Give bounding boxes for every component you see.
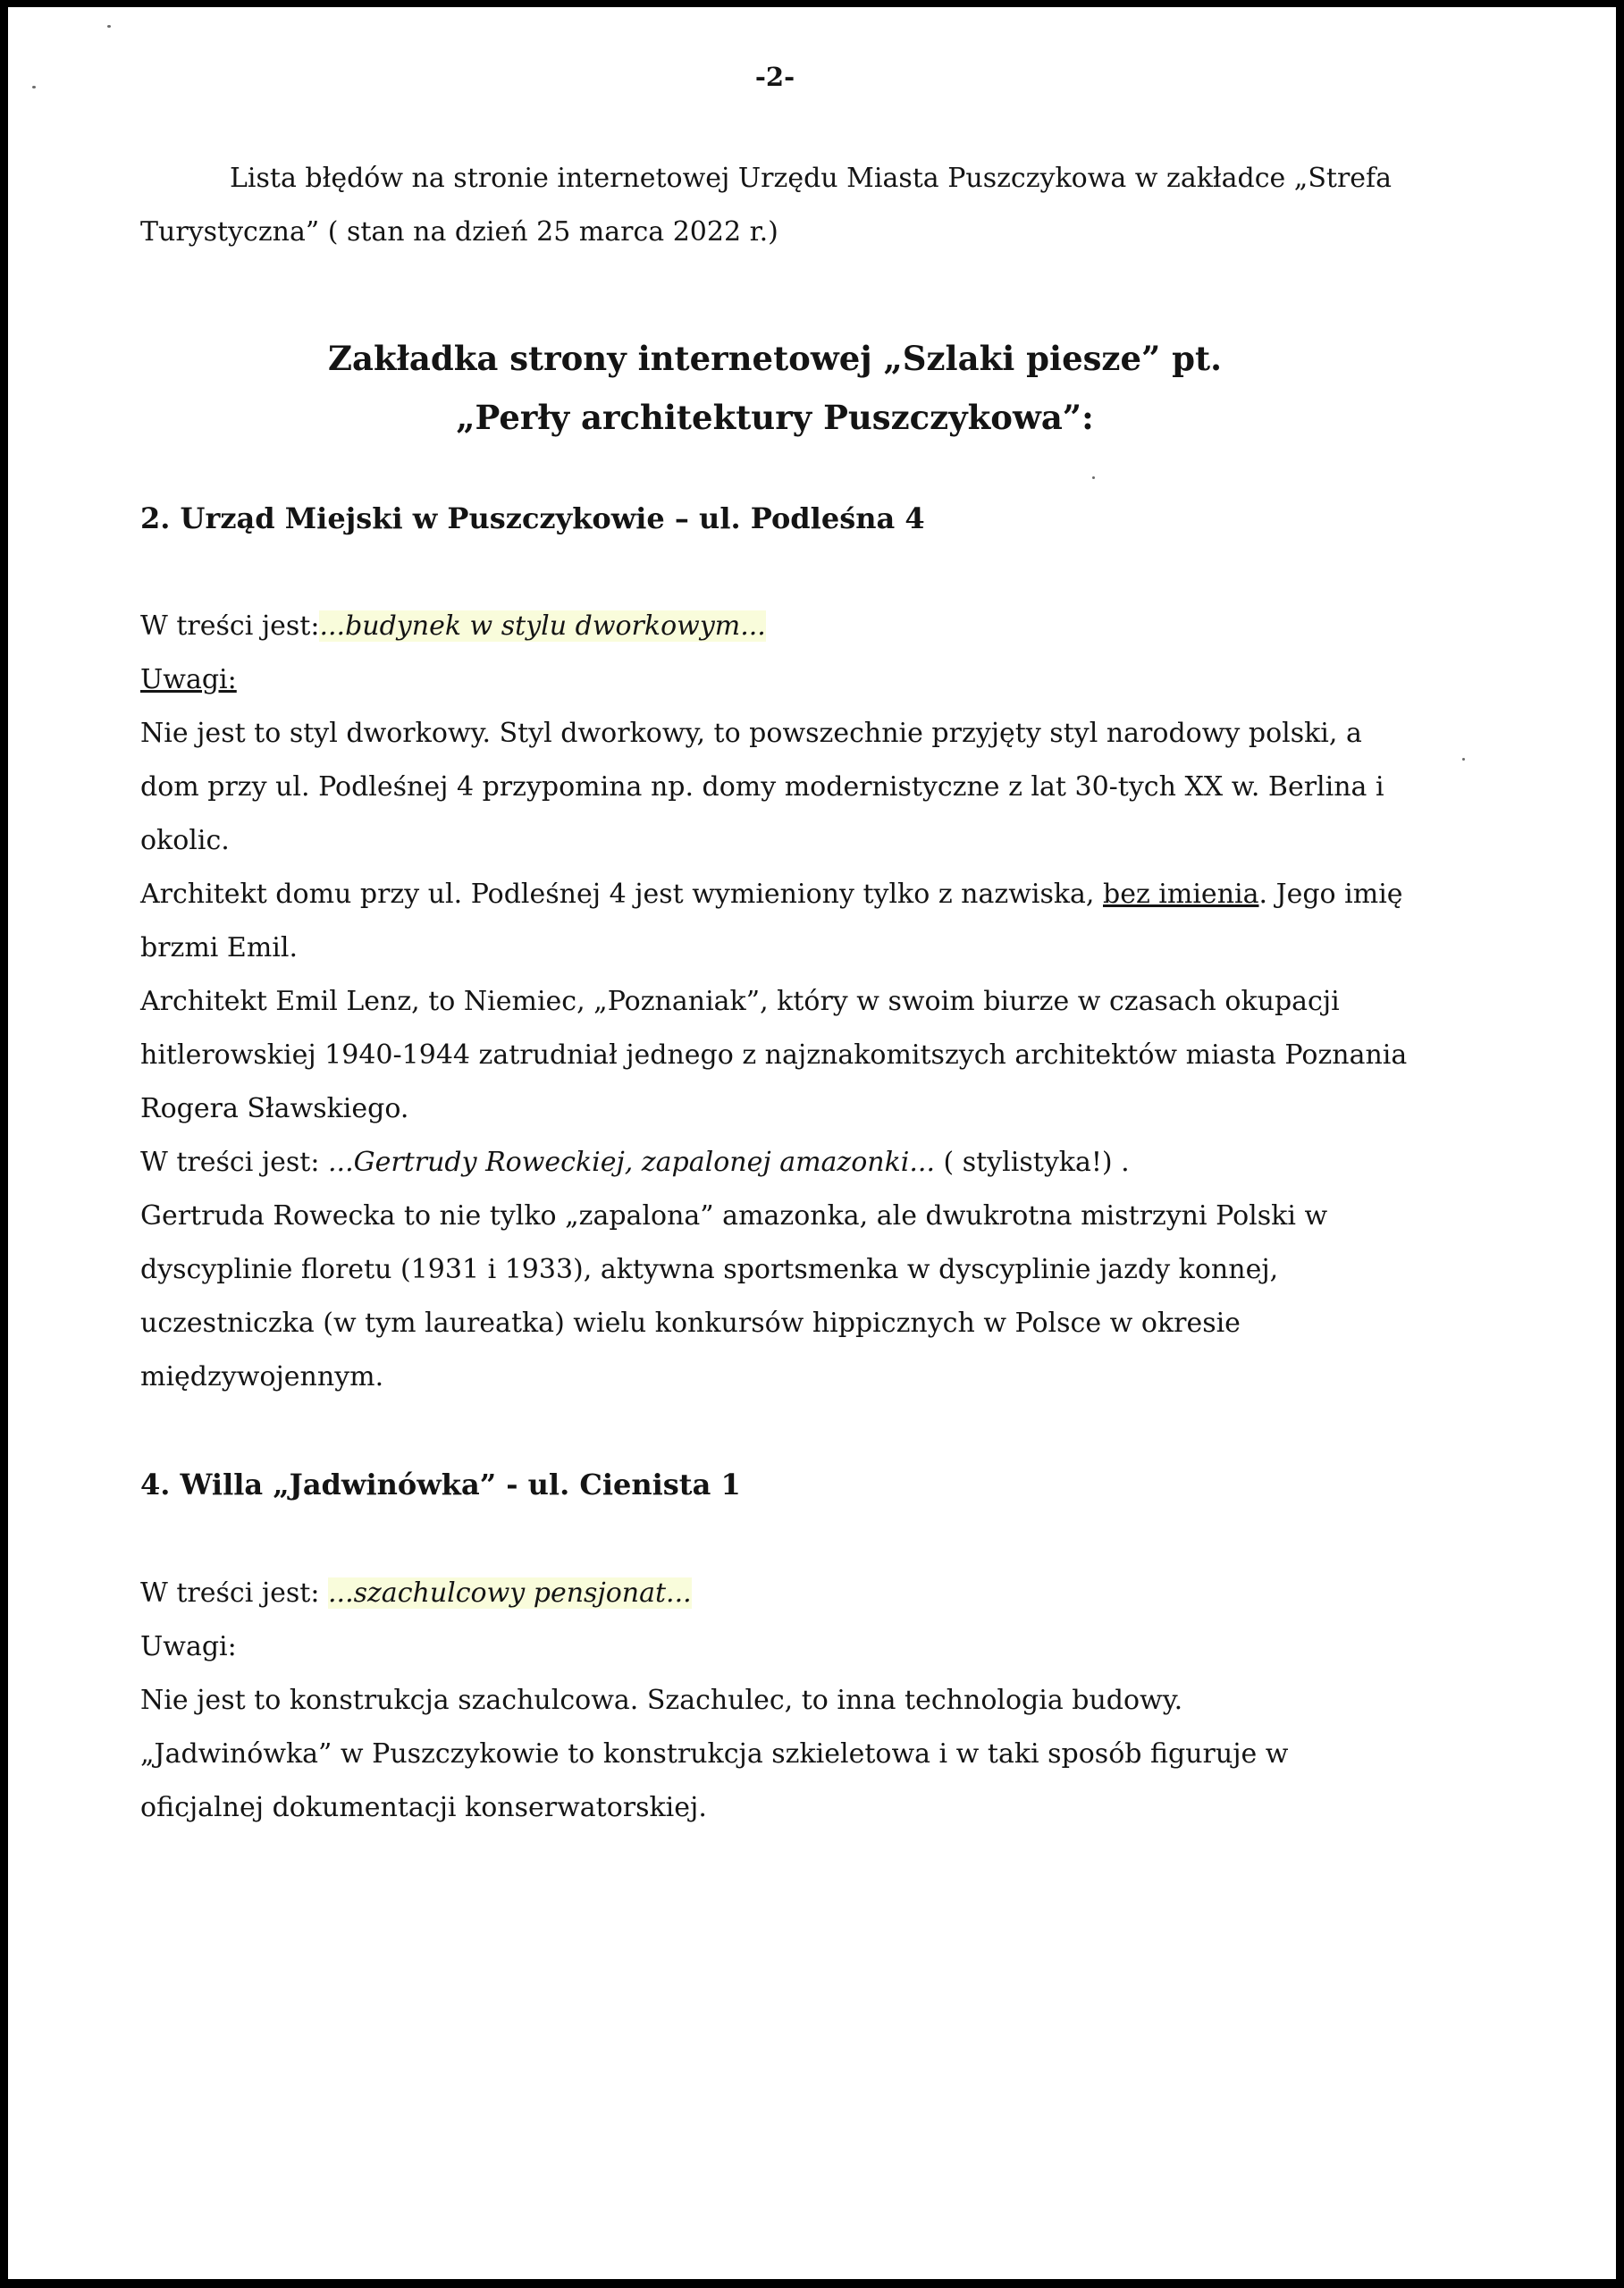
quote-suffix: ( stylistyka!) . <box>935 1147 1130 1178</box>
quote-text: ...Gertrudy Roweckiej, zapalonej amazonki... <box>328 1147 935 1178</box>
heading-line-2: „Perły architektury Puszczykowa”: <box>456 398 1094 437</box>
heading-line-1: Zakładka strony internetowej „Szlaki piesze” pt. <box>328 339 1222 378</box>
intro-paragraph: Lista błędów na stronie internetowej Urzędu Miasta Puszczykowa w zakładce „Strefa Turystyczna” ( stan na dzień 25 marca 2022 r.) <box>140 163 1393 248</box>
section-1-paragraph-3: Architekt Emil Lenz, to Niemiec, „Poznaniak”, który w swoim biurze w czasach okupacji hitlerowskiej 1940-1944 zatrudniał jednego z najznakomitszych architektów miasta Poznania Rogera Sławskiego. <box>140 986 1408 1124</box>
section-1-remarks-label <box>140 653 1409 707</box>
section-2-paragraph-2: „Jadwinówka” w Puszczykowie to konstrukcja szkieletowa i w taki sposób figuruje w oficjalnej dokumentacji konserwatorskiej. <box>140 1738 1289 1823</box>
section-2-quote <box>140 1567 1409 1620</box>
quote-prefix: W treści jest: <box>140 610 320 642</box>
section-1-title: 2. Urząd Miejski w Puszczykowie – ul. Podleśna 4 <box>140 501 925 535</box>
section-1-paragraph-4: Gertruda Rowecka to nie tylko „zapalona” amazonka, ale dwukrotna mistrzyni Polski w dyscyplinie floretu (1931 i 1933), aktywna sportsmenka w dyscyplinie jazdy konnej, uczestniczka (w tym laureatka) wielu konkursów hippicznych w Polsce w okresie międzywojennym. <box>140 1200 1328 1392</box>
document-body <box>140 59 1409 1835</box>
section-1-paragraph-2 <box>140 868 1409 975</box>
paragraph-2-text: Architekt domu przy ul. Podleśnej 4 jest wymieniony tylko z nazwiska, <box>140 879 1103 910</box>
quote-text: ...budynek w stylu dworkowym... <box>319 610 766 642</box>
scan-speck <box>107 25 111 28</box>
remarks-label: Uwagi: <box>140 664 237 695</box>
paragraph-2-text-end: . Jego imię brzmi Emil. <box>140 879 1403 963</box>
page-number: -2- <box>754 62 795 92</box>
quote-prefix: W treści jest: <box>140 1147 328 1178</box>
section-1-quote <box>140 600 1409 653</box>
scan-speck <box>32 86 36 88</box>
quote-prefix: W treści jest: <box>140 1577 328 1609</box>
section-1-paragraph-1: Nie jest to styl dworkowy. Styl dworkowy, to powszechnie przyjęty styl narodowy polski, a dom przy ul. Podleśnej 4 przypomina np. domy modernistyczne z lat 30-tych XX w. Berlina i okolic. <box>140 718 1384 856</box>
section-2-title: 4. Willa „Jadwinówka” - ul. Cienista 1 <box>140 1468 741 1502</box>
quote-text: ...szachulcowy pensjonat... <box>328 1577 692 1609</box>
section-1-quote-2 <box>140 1136 1409 1190</box>
section-2-remarks-label: Uwagi: <box>140 1631 237 1662</box>
document-heading <box>140 329 1409 447</box>
section-2-paragraph-1: Nie jest to konstrukcja szachulcowa. Szachulec, to inna technologia budowy. <box>140 1685 1183 1716</box>
underlined-text: bez imienia <box>1103 879 1259 910</box>
scan-speck <box>1462 758 1465 761</box>
